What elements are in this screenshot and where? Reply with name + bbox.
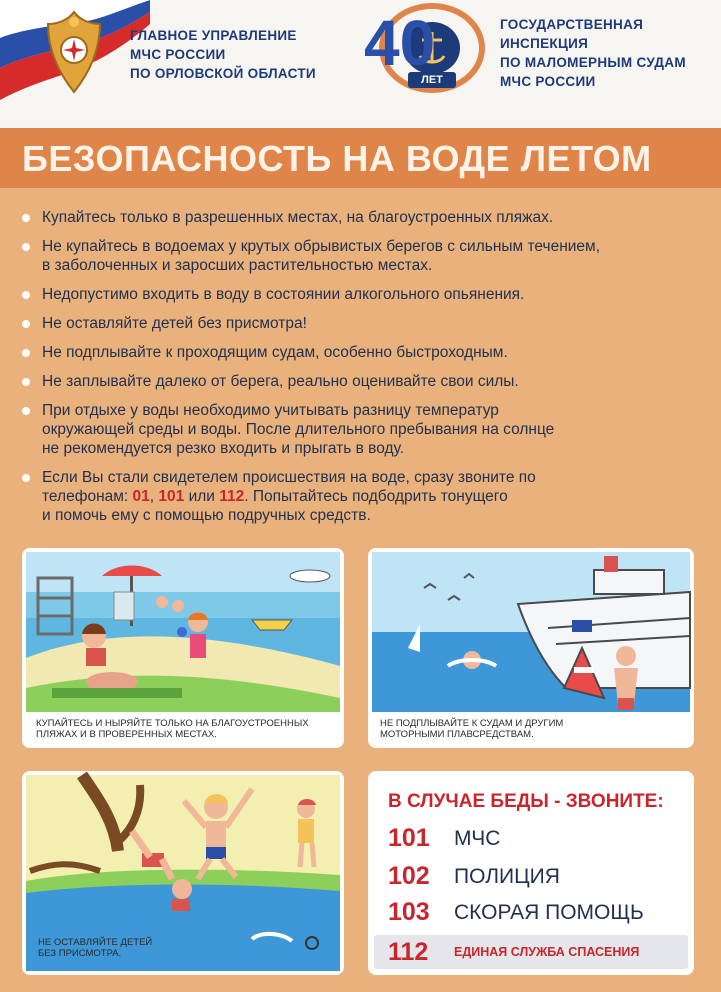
bullet-icon [22,320,30,328]
org-left-line: ПО ОРЛОВСКОЙ ОБЛАСТИ [130,66,316,81]
bullet-icon [22,407,30,415]
emergency-numbers-panel [368,771,694,975]
ship-caption: НЕ ПОДПЛЫВАЙТЕ К СУДАМ И ДРУГИМ МОТОРНЫМИ ПЛАВСРЕДСТВАМ. [380,718,564,740]
ship-illustration-card [368,548,694,748]
bullet-icon [22,214,30,222]
list-item: Не оставляйте детей без присмотра! [22,314,702,333]
bullet-icon [22,378,30,386]
organization-left [130,26,350,83]
org-right-line: ПО МАЛОМЕРНЫМ СУДАМ [500,55,686,70]
beach-caption: КУПАЙТЕСЬ И НЫРЯЙТЕ ТОЛЬКО НА БЛАГОУСТРОЕННЫХ ПЛЯЖАХ И В ПРОВЕРЕННЫХ МЕСТАХ. [36,718,309,740]
list-item: Купайтесь только в разрешенных местах, на благоустроенных пляжах. [22,208,702,227]
header [0,0,721,128]
beach-illustration-card [22,548,344,748]
bullet-icon [22,474,30,482]
org-right-line: ИНСПЕКЦИЯ [500,36,589,51]
bullet-icon [22,291,30,299]
org-left-line: ГЛАВНОЕ УПРАВЛЕНИЕ [130,28,297,43]
emergency-title: В СЛУЧАЕ БЕДЫ - ЗВОНИТЕ: [388,791,664,812]
emercom-emblem-icon [38,6,110,98]
org-left-line: МЧС РОССИИ [130,47,226,62]
list-item: Недопустимо входить в воду в состоянии алкогольного опьянения. [22,285,702,304]
anniversary-logo [362,2,490,102]
emergency-number: 101 [388,824,430,852]
bullet-icon [22,243,30,251]
emergency-row [388,821,688,855]
bullet-icon [22,349,30,357]
list-item: Не заплывайте далеко от берега, реально оценивайте свои силы. [22,372,702,391]
safety-rules-list [22,208,702,525]
emergency-label: ПОЛИЦИЯ [454,865,560,888]
emergency-number: 112 [388,938,429,966]
emergency-row [388,895,688,929]
list-item: При отдыхе у воды необходимо учитывать разницу температур окружающей среды и воды. После длительного пребывания на солнце не рекомендуется резко входить и прыгать в воду. [22,401,702,458]
emergency-label: СКОРАЯ ПОМОЩЬ [454,901,644,924]
list-item: Если Вы стали свидетелем происшествия на воде, сразу звоните по телефонам: 01, 101 или 112. Попытайтесь подбодрить тонущего и помочь ему с помощью подручных средств. [22,468,702,525]
emergency-label: ЕДИНАЯ СЛУЖБА СПАСЕНИЯ [454,945,640,959]
anniversary-label: ЛЕТ [421,74,443,86]
children-illustration-card [22,771,344,975]
organization-right [500,15,715,91]
anniversary-number: 40 [364,7,436,79]
phone-number: 01 [132,488,150,505]
emergency-label: МЧС [454,827,501,850]
org-right-line: ГОСУДАРСТВЕННАЯ [500,17,644,32]
emergency-number: 103 [388,898,430,926]
emergency-row [388,859,688,893]
phone-number: 101 [158,488,185,505]
emergency-row [374,935,688,969]
org-right-line: МЧС РОССИИ [500,74,596,89]
emergency-number: 102 [388,862,430,890]
list-item: Не купайтесь в водоемах у крутых обрывистых берегов с сильным течением, в заболоченных и заросших растительностью местах. [22,237,702,275]
page-title: БЕЗОПАСНОСТЬ НА ВОДЕ ЛЕТОМ [22,138,652,179]
list-item: Не подплывайте к проходящим судам, особенно быстроходным. [22,343,702,362]
phone-number: 112 [219,488,245,505]
children-caption: НЕ ОСТАВЛЯЙТЕ ДЕТЕЙ БЕЗ ПРИСМОТРА. [38,937,153,959]
